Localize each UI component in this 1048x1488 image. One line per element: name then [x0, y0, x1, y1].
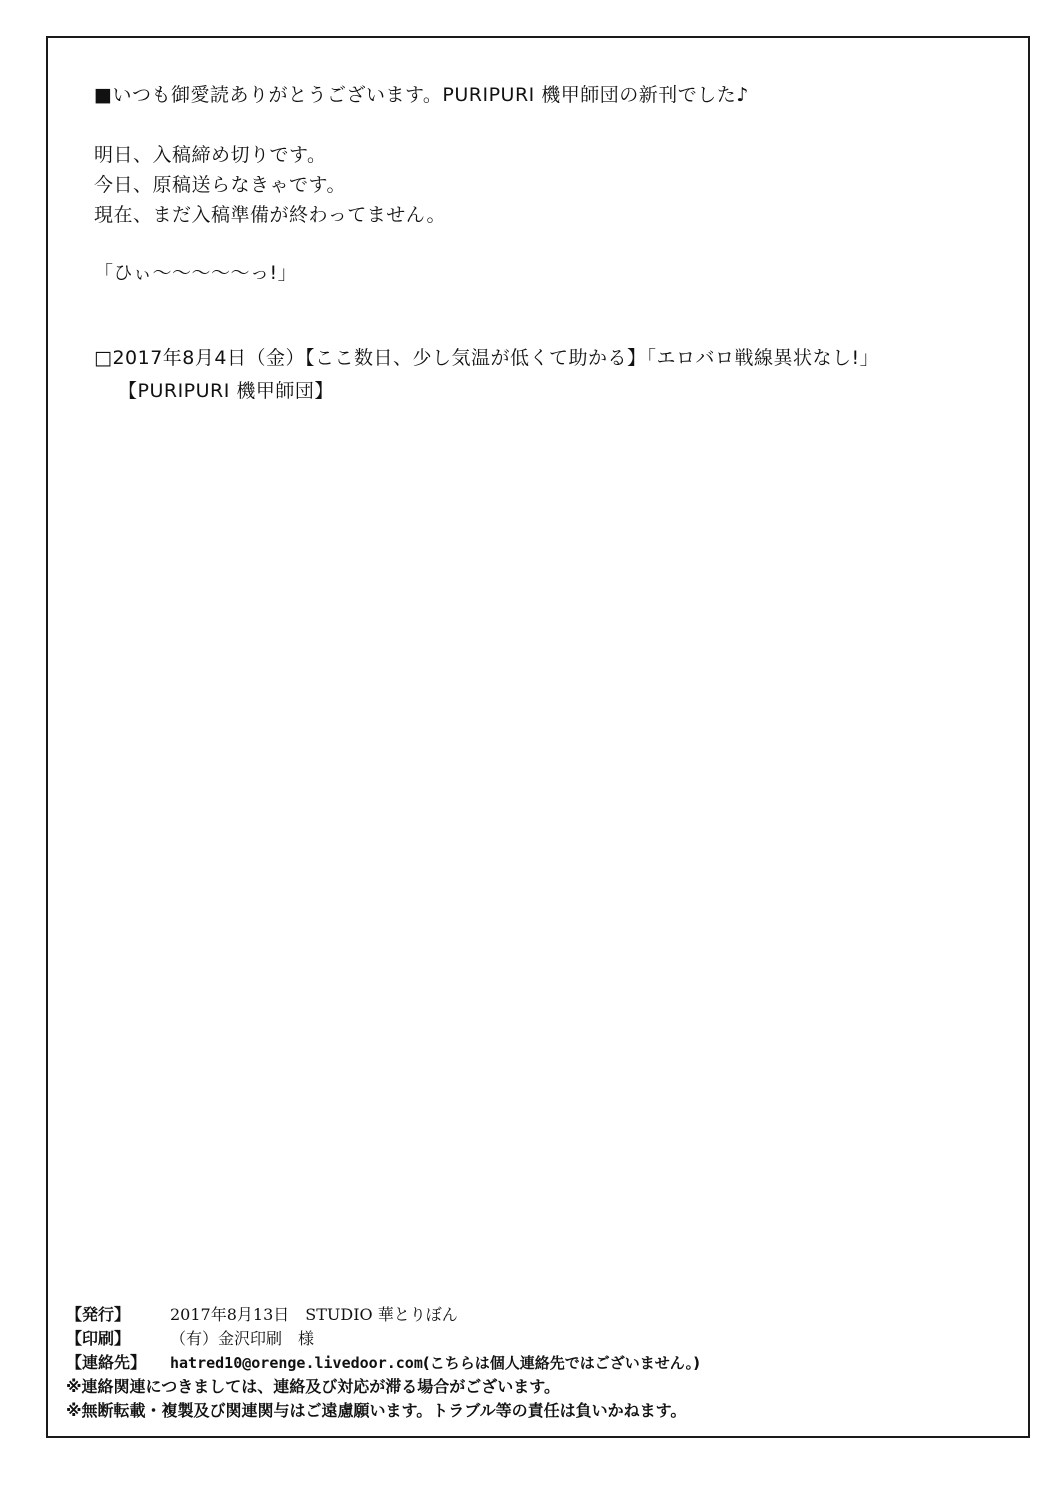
colophon-contact-email: hatred10@orenge.livedoor.com — [170, 1354, 423, 1372]
afterword-greeting: ■いつも御愛読ありがとうございます。PURIPURI 機甲師団の新刊でした♪ — [94, 84, 749, 106]
afterword-line: 明日、入稿締め切りです。 — [94, 144, 327, 166]
colophon-notice-contact: ※連絡関連につきましては、連絡及び対応が滞る場合がございます。 — [66, 1377, 560, 1396]
colophon-publisher-row — [66, 1303, 700, 1327]
colophon-publisher-label: 【発行】 — [66, 1305, 131, 1324]
afterword-signature: 【PURIPURI 機甲師団】 — [118, 380, 334, 402]
colophon-contact-note: (こちらは個人連絡先ではございません。) — [422, 1354, 700, 1372]
afterword-line: 現在、まだ入稿準備が終わってません。 — [94, 204, 446, 226]
colophon — [66, 1303, 700, 1423]
page-border — [46, 36, 1030, 1438]
colophon-printer-label: 【印刷】 — [66, 1329, 131, 1348]
colophon-notice-copyright: ※無断転載・複製及び関連関与はご遠慮願います。トラブル等の責任は負いかねます。 — [66, 1401, 687, 1420]
afterword-date-line: □2017年8月4日（金）【ここ数日、少し気温が低くて助かる】「エロバロ戦線異状なし!」 — [94, 347, 880, 369]
afterword-exclamation: 「ひぃ～～～～～っ!」 — [94, 262, 298, 284]
colophon-publisher-value: 2017年8月13日 STUDIO 華とりぼん — [170, 1305, 458, 1324]
colophon-printer-value: （有）金沢印刷 様 — [170, 1329, 315, 1348]
afterword-line: 今日、原稿送らなきゃです。 — [94, 174, 346, 196]
colophon-contact-row — [66, 1351, 700, 1375]
colophon-printer-row — [66, 1327, 700, 1351]
colophon-contact-label: 【連絡先】 — [66, 1353, 147, 1372]
